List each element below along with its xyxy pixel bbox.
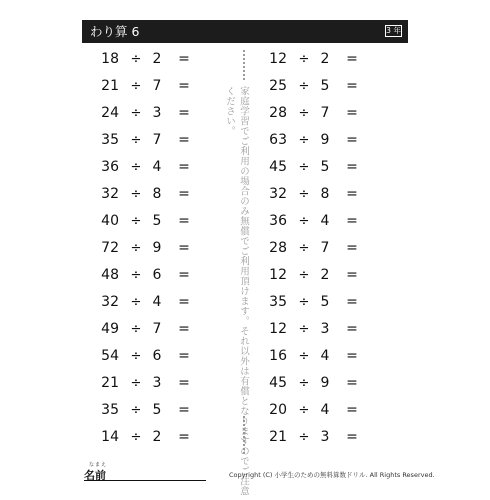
divide-sign: ÷	[130, 214, 142, 229]
dividend: 32	[269, 186, 287, 202]
equals-sign: =	[346, 51, 358, 67]
divide-sign: ÷	[130, 403, 142, 418]
divide-sign: ÷	[298, 322, 310, 337]
divide-sign: ÷	[298, 79, 310, 94]
equals-sign: =	[346, 267, 358, 283]
divide-sign: ÷	[130, 187, 142, 202]
dividend: 18	[101, 51, 119, 67]
divide-sign: ÷	[130, 268, 142, 283]
divisor: 9	[320, 132, 330, 148]
dividend: 20	[269, 402, 287, 418]
division-problem	[85, 289, 225, 316]
divide-sign: ÷	[298, 268, 310, 283]
problems-right-column	[253, 46, 393, 451]
division-problem	[253, 154, 393, 181]
equals-sign: =	[346, 348, 358, 364]
divide-sign: ÷	[130, 79, 142, 94]
dividend: 28	[269, 105, 287, 121]
dividend: 12	[269, 321, 287, 337]
division-problem	[85, 73, 225, 100]
divisor: 6	[152, 348, 162, 364]
divisor: 3	[320, 429, 330, 445]
dividend: 49	[101, 321, 119, 337]
divide-sign: ÷	[130, 349, 142, 364]
divide-sign: ÷	[130, 106, 142, 121]
equals-sign: =	[178, 348, 190, 364]
equals-sign: =	[346, 78, 358, 94]
division-problem	[85, 208, 225, 235]
division-problem	[85, 316, 225, 343]
dividend: 12	[269, 267, 287, 283]
divide-sign: ÷	[130, 295, 142, 310]
division-problem	[253, 262, 393, 289]
equals-sign: =	[346, 159, 358, 175]
equals-sign: =	[346, 429, 358, 445]
division-problem	[253, 343, 393, 370]
equals-sign: =	[178, 132, 190, 148]
divide-sign: ÷	[298, 430, 310, 445]
dividend: 36	[101, 159, 119, 175]
name-ruby: なまえ	[89, 462, 108, 468]
divide-sign: ÷	[298, 52, 310, 67]
divisor: 4	[320, 213, 330, 229]
division-problem	[85, 154, 225, 181]
worksheet-title: わり算 6	[90, 24, 140, 39]
divisor: 7	[152, 78, 162, 94]
equals-sign: =	[346, 213, 358, 229]
divide-sign: ÷	[130, 160, 142, 175]
divide-sign: ÷	[298, 160, 310, 175]
usage-notice: 家庭学習でご利用の場合のみ無償でご利用頂けます。それ以外は有償となりますのでご注意ください。	[224, 86, 249, 496]
divisor: 4	[152, 159, 162, 175]
divisor: 3	[152, 375, 162, 391]
equals-sign: =	[178, 240, 190, 256]
dividend: 14	[101, 429, 119, 445]
dividend: 36	[269, 213, 287, 229]
division-problem	[85, 397, 225, 424]
dividend: 21	[101, 78, 119, 94]
divisor: 9	[152, 240, 162, 256]
equals-sign: =	[178, 51, 190, 67]
divisor: 3	[320, 321, 330, 337]
divisor: 7	[152, 132, 162, 148]
equals-sign: =	[178, 213, 190, 229]
divisor: 7	[152, 321, 162, 337]
divisor: 9	[320, 375, 330, 391]
divide-sign: ÷	[298, 214, 310, 229]
name-label: 名前	[84, 469, 106, 482]
division-problem	[85, 370, 225, 397]
grade-badge: 3 年	[386, 26, 401, 35]
divisor: 7	[320, 240, 330, 256]
divisor: 5	[320, 294, 330, 310]
divisor: 6	[152, 267, 162, 283]
divisor: 7	[320, 105, 330, 121]
divisor: 4	[320, 402, 330, 418]
problems-left-column	[85, 46, 225, 451]
division-problem	[253, 46, 393, 73]
dividend: 40	[101, 213, 119, 229]
division-problem	[85, 262, 225, 289]
worksheet-header	[82, 20, 408, 43]
divide-sign: ÷	[298, 241, 310, 256]
dividend: 72	[101, 240, 119, 256]
dividend: 32	[101, 294, 119, 310]
divide-sign: ÷	[298, 133, 310, 148]
division-problem	[253, 181, 393, 208]
division-problem	[85, 343, 225, 370]
division-problem	[253, 208, 393, 235]
divisor: 5	[152, 213, 162, 229]
equals-sign: =	[178, 294, 190, 310]
divisor: 8	[152, 186, 162, 202]
division-problem	[253, 370, 393, 397]
equals-sign: =	[178, 78, 190, 94]
dividend: 54	[101, 348, 119, 364]
dividend: 63	[269, 132, 287, 148]
division-problem	[253, 397, 393, 424]
division-problem	[253, 73, 393, 100]
division-problem	[85, 424, 225, 451]
divisor: 5	[152, 402, 162, 418]
copyright-text: Copyright (C) 小学生のための無料算数ドリル. All Rights Reserved.	[229, 471, 435, 479]
divide-sign: ÷	[298, 187, 310, 202]
divide-sign: ÷	[298, 376, 310, 391]
equals-sign: =	[178, 429, 190, 445]
divider-dots-bottom	[243, 416, 245, 454]
divide-sign: ÷	[298, 295, 310, 310]
dividend: 35	[101, 132, 119, 148]
division-problem	[85, 46, 225, 73]
division-problem	[253, 316, 393, 343]
divisor: 5	[320, 159, 330, 175]
division-problem	[253, 235, 393, 262]
divisor: 2	[320, 267, 330, 283]
equals-sign: =	[346, 294, 358, 310]
division-problem	[85, 127, 225, 154]
division-problem	[253, 100, 393, 127]
dividend: 16	[269, 348, 287, 364]
divide-sign: ÷	[130, 322, 142, 337]
dividend: 24	[101, 105, 119, 121]
equals-sign: =	[346, 375, 358, 391]
equals-sign: =	[178, 402, 190, 418]
divide-sign: ÷	[130, 430, 142, 445]
division-problem	[253, 289, 393, 316]
equals-sign: =	[346, 132, 358, 148]
divisor: 5	[320, 78, 330, 94]
divide-sign: ÷	[130, 52, 142, 67]
equals-sign: =	[346, 105, 358, 121]
dividend: 21	[269, 429, 287, 445]
divide-sign: ÷	[130, 133, 142, 148]
divisor: 3	[152, 105, 162, 121]
equals-sign: =	[346, 321, 358, 337]
divide-sign: ÷	[298, 349, 310, 364]
divide-sign: ÷	[130, 376, 142, 391]
dividend: 45	[269, 375, 287, 391]
equals-sign: =	[178, 159, 190, 175]
dividend: 25	[269, 78, 287, 94]
equals-sign: =	[178, 267, 190, 283]
equals-sign: =	[178, 186, 190, 202]
divisor: 2	[152, 429, 162, 445]
divider-dots-top	[243, 50, 245, 80]
dividend: 35	[101, 402, 119, 418]
division-problem	[85, 100, 225, 127]
divide-sign: ÷	[298, 106, 310, 121]
equals-sign: =	[178, 105, 190, 121]
equals-sign: =	[178, 375, 190, 391]
divide-sign: ÷	[130, 241, 142, 256]
division-problem	[85, 235, 225, 262]
dividend: 45	[269, 159, 287, 175]
divisor: 2	[152, 51, 162, 67]
dividend: 21	[101, 375, 119, 391]
equals-sign: =	[346, 186, 358, 202]
dividend: 48	[101, 267, 119, 283]
dividend: 35	[269, 294, 287, 310]
divisor: 4	[320, 348, 330, 364]
division-problem	[85, 181, 225, 208]
equals-sign: =	[346, 240, 358, 256]
divide-sign: ÷	[298, 403, 310, 418]
dividend: 28	[269, 240, 287, 256]
divisor: 2	[320, 51, 330, 67]
equals-sign: =	[178, 321, 190, 337]
division-problem	[253, 127, 393, 154]
divisor: 8	[320, 186, 330, 202]
divisor: 4	[152, 294, 162, 310]
dividend: 32	[101, 186, 119, 202]
division-problem	[253, 424, 393, 451]
name-input-line[interactable]	[84, 480, 206, 481]
dividend: 12	[269, 51, 287, 67]
equals-sign: =	[346, 402, 358, 418]
